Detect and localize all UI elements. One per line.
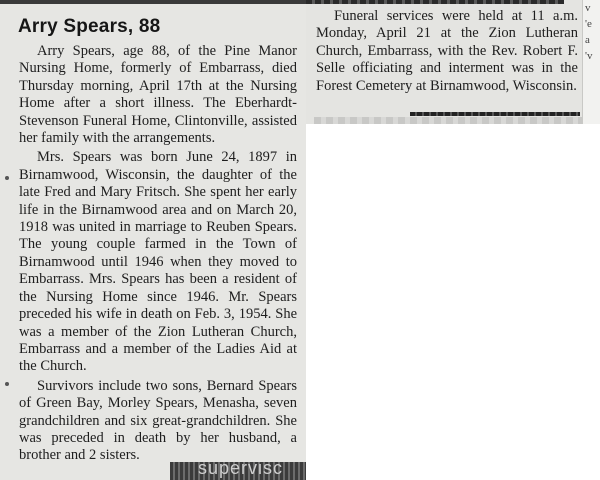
services-body: [316, 8, 578, 95]
torn-edge-top: [0, 0, 306, 4]
obituary-paragraph-3: Survivors include two sons, Bernard Spears of Green Bay, Morley Spears, Menasha, seven grandchildren and six great-grandchildren. She was preceded in death by her husband, a brother and 2 sisters.: [19, 377, 297, 464]
edge-fragment-3: a: [585, 34, 590, 46]
adjacent-headline-text: supervisc: [198, 462, 284, 478]
obituary-paragraph-2: Mrs. Spears was born June 24, 1897 in Birnamwood, Wisconsin, the daughter of the late Fred and Mary Fritsch. She spent her early life in the Birnamwood area and on March 20, 1918 was united in marriage to Reuben Spears. The young couple farmed in the Town of Birnamwood until 1946 when they moved to Embarrass. Mrs. Spears has been a resident of the Nursing Home since 1946. Mr. Spears preceded his wife in death on Feb. 3, 1954. She was a member of the Zion Lutheran Church, Embarrass and a member of the Ladies Aid at the Church.: [19, 149, 297, 375]
torn-edge-top: [306, 0, 564, 4]
adjacent-column-fragment: [582, 0, 600, 124]
edge-fragment-2: 'e: [585, 18, 592, 30]
ink-speck: [5, 176, 9, 180]
column-rule: [410, 112, 580, 116]
ink-speck: [5, 382, 9, 386]
services-paragraph: Funeral services were held at 11 a.m. Monday, April 21 at the Zion Lutheran Church, Embarrass, with the Rev. Robert F. Selle officiating and interment was in the Forest Cemetery at Birnamwood, Wisconsin.: [316, 8, 578, 94]
obituary-paragraph-1: Arry Spears, age 88, of the Pine Manor Nursing Home, formerly of Embarrass, died Thursday morning, April 17th at the Nursing Home after a short illness. The Eberhardt-Stevenson Funeral Home, Clintonville, assisted her family with the arrangements.: [19, 43, 297, 147]
services-clipping: [306, 0, 600, 124]
edge-fragment-4: 'v: [585, 50, 593, 62]
bleed-through-text: [314, 117, 584, 124]
edge-fragment-1: v: [585, 2, 591, 14]
obituary-headline: Arry Spears, 88: [18, 16, 161, 37]
obituary-body: [19, 43, 297, 467]
adjacent-headline-fragment: [170, 462, 306, 480]
